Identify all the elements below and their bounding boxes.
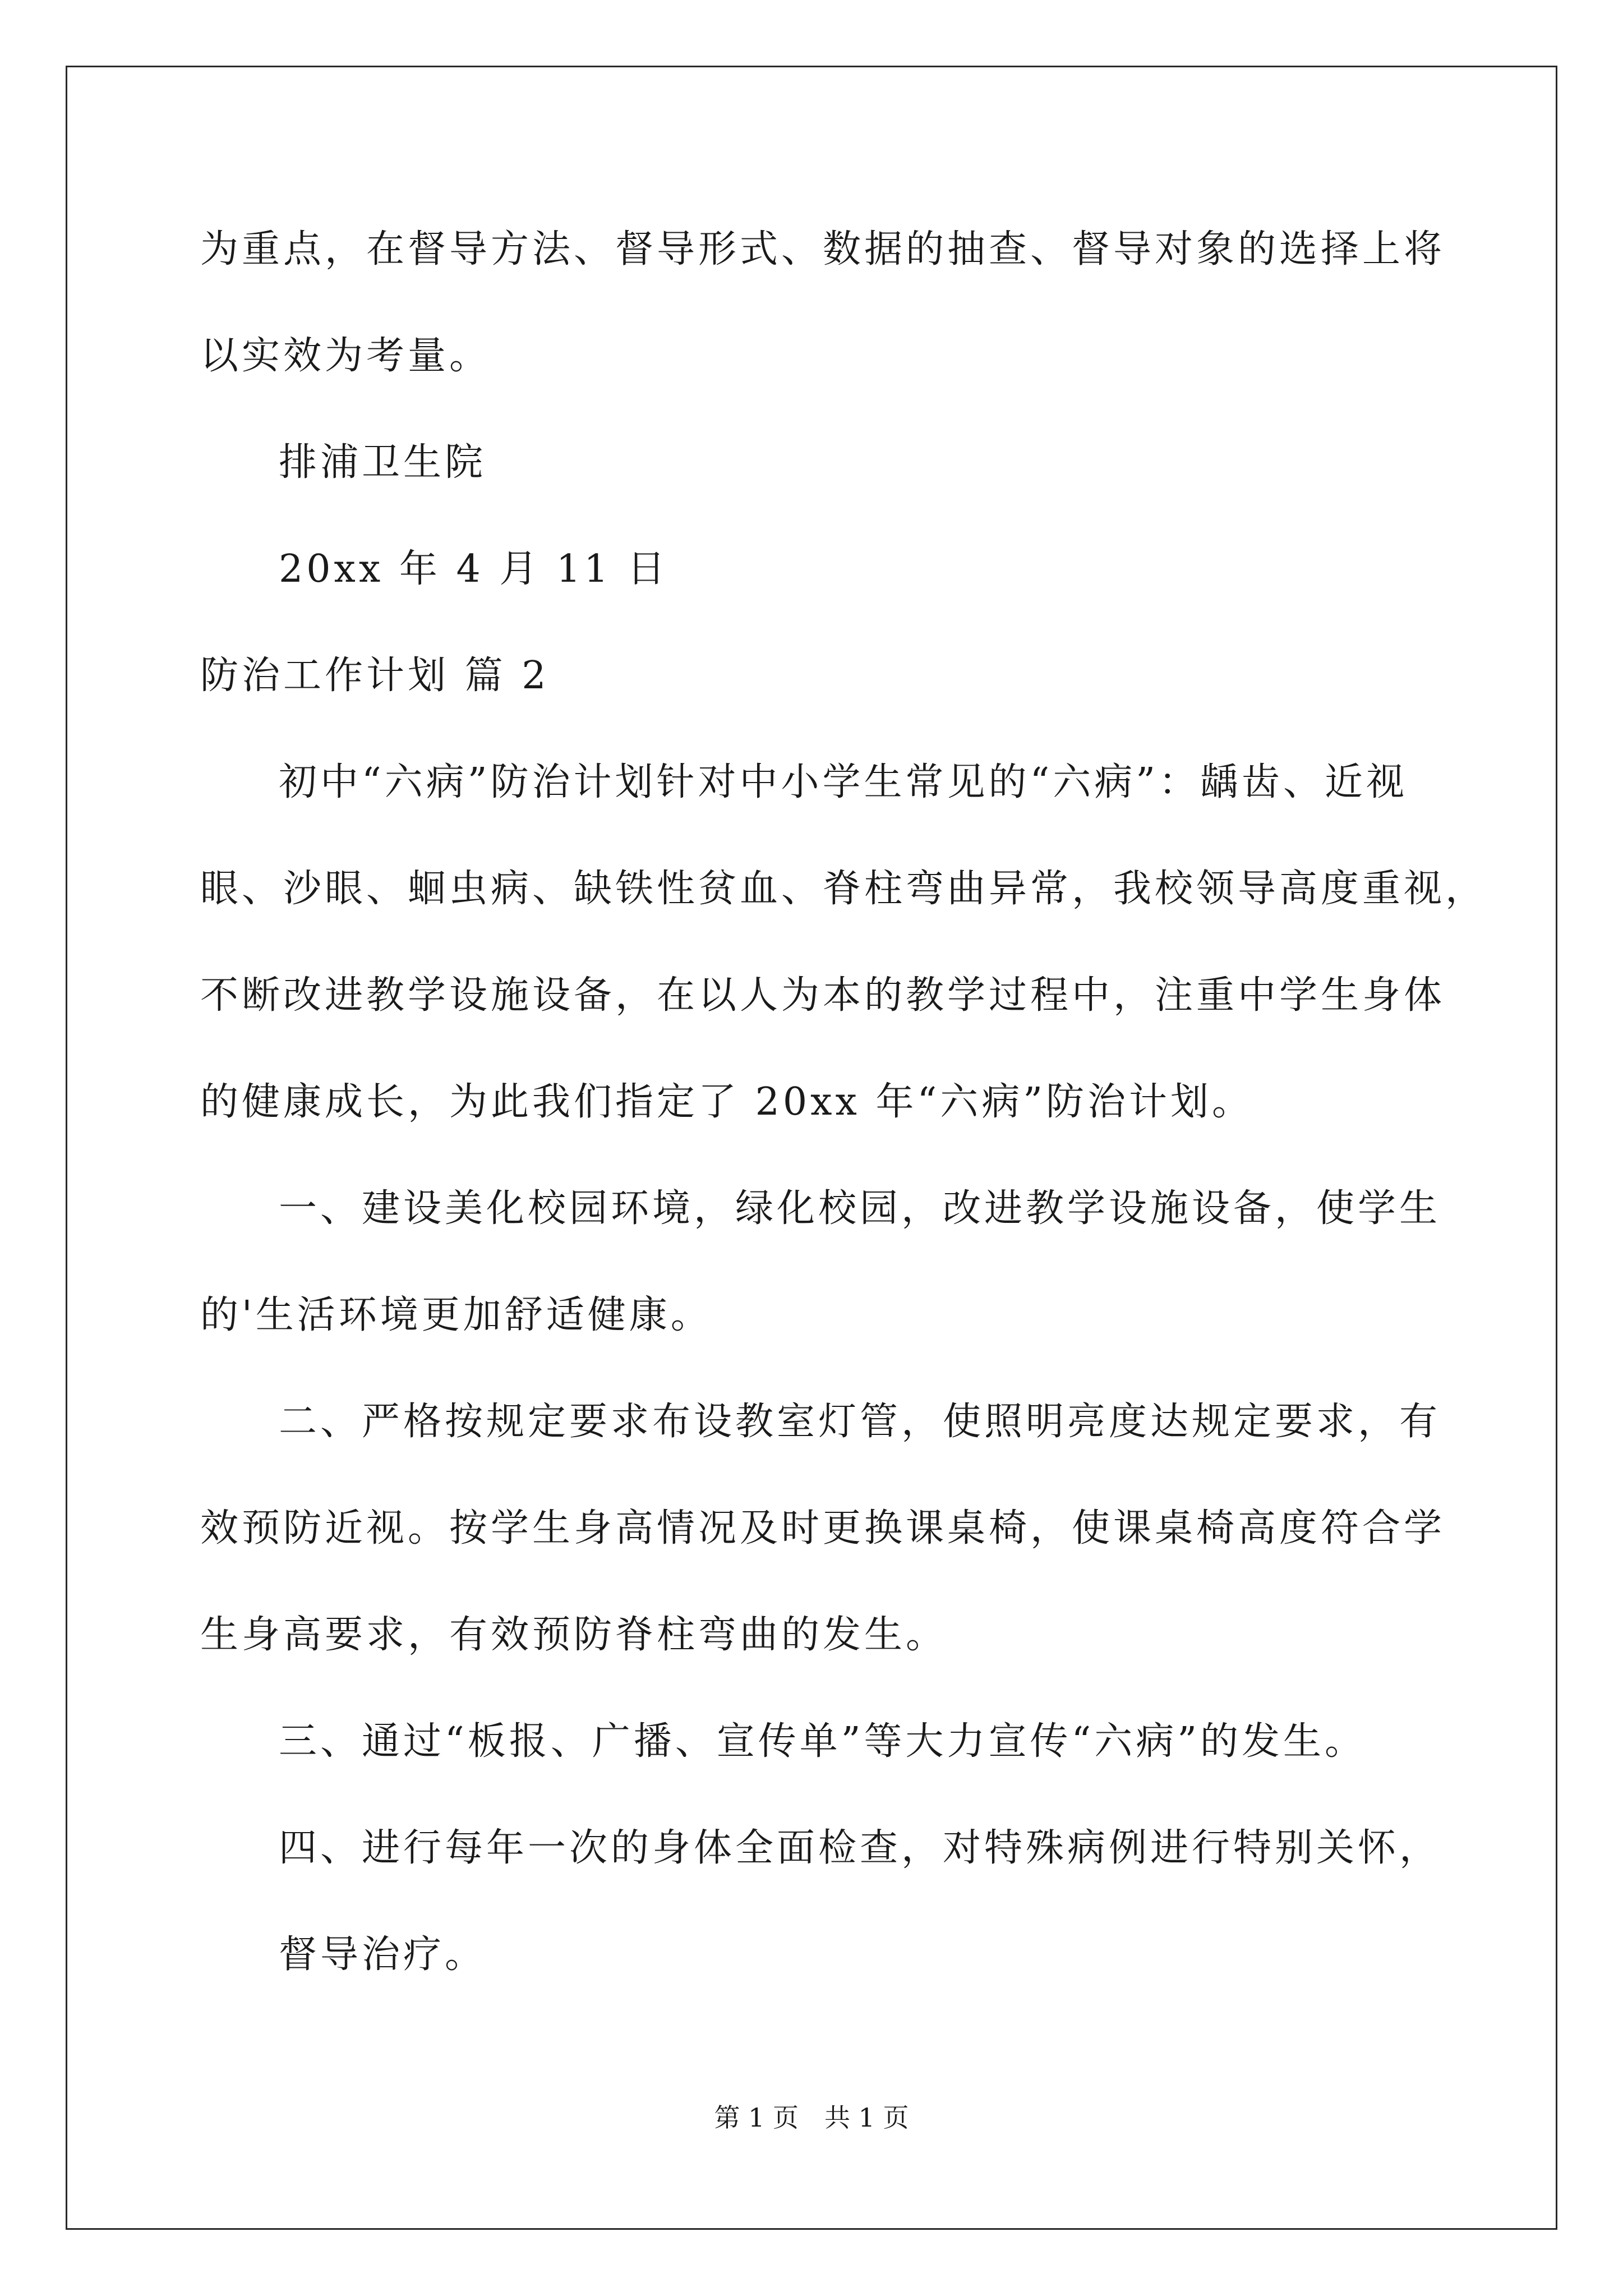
text-line: 督导治疗。 bbox=[279, 1932, 487, 1977]
text-line: 不断改进教学设施设备，在以人为本的教学过程中，注重中学生身体 bbox=[200, 973, 1446, 1018]
signature-organization: 排浦卫生院 bbox=[279, 440, 487, 485]
document-body bbox=[200, 196, 1487, 2008]
text-line: 二、严格按规定要求布设教室灯管，使照明亮度达规定要求，有 bbox=[279, 1400, 1441, 1444]
text-line: 眼、沙眼、蛔虫病、缺铁性贫血、脊柱弯曲异常，我校领导高度重视， bbox=[200, 867, 1487, 911]
text-line: 效预防近视。按学生身高情况及时更换课桌椅，使课桌椅高度符合学 bbox=[200, 1506, 1446, 1550]
text-line: 四、进行每年一次的身体全面检查，对特殊病例进行特别关怀， bbox=[279, 1826, 1441, 1870]
text-line: 以实效为考量。 bbox=[200, 334, 491, 378]
text-line: 生身高要求，有效预防脊柱弯曲的发生。 bbox=[200, 1613, 948, 1657]
text-line: 一、建设美化校园环境，绿化校园，改进教学设施设备，使学生 bbox=[279, 1186, 1441, 1231]
text-line: 初中“六病”防治计划针对中小学生常见的“六病”：龋齿、近视 bbox=[279, 760, 1408, 804]
text-line: 的'生活环境更加舒适健康。 bbox=[200, 1293, 712, 1337]
text-line: 三、通过“板报、广播、宣传单”等大力宣传“六病”的发生。 bbox=[279, 1719, 1367, 1764]
text-line: 的健康成长，为此我们指定了 20xx 年“六病”防治计划。 bbox=[200, 1080, 1253, 1124]
signature-date: 20xx 年 4 月 11 日 bbox=[279, 547, 669, 591]
text-line: 为重点，在督导方法、督导形式、数据的抽查、督导对象的选择上将 bbox=[200, 227, 1446, 272]
page-footer: 第 1 页 共 1 页 bbox=[714, 2102, 909, 2133]
section-heading: 防治工作计划 篇 2 bbox=[200, 654, 550, 698]
